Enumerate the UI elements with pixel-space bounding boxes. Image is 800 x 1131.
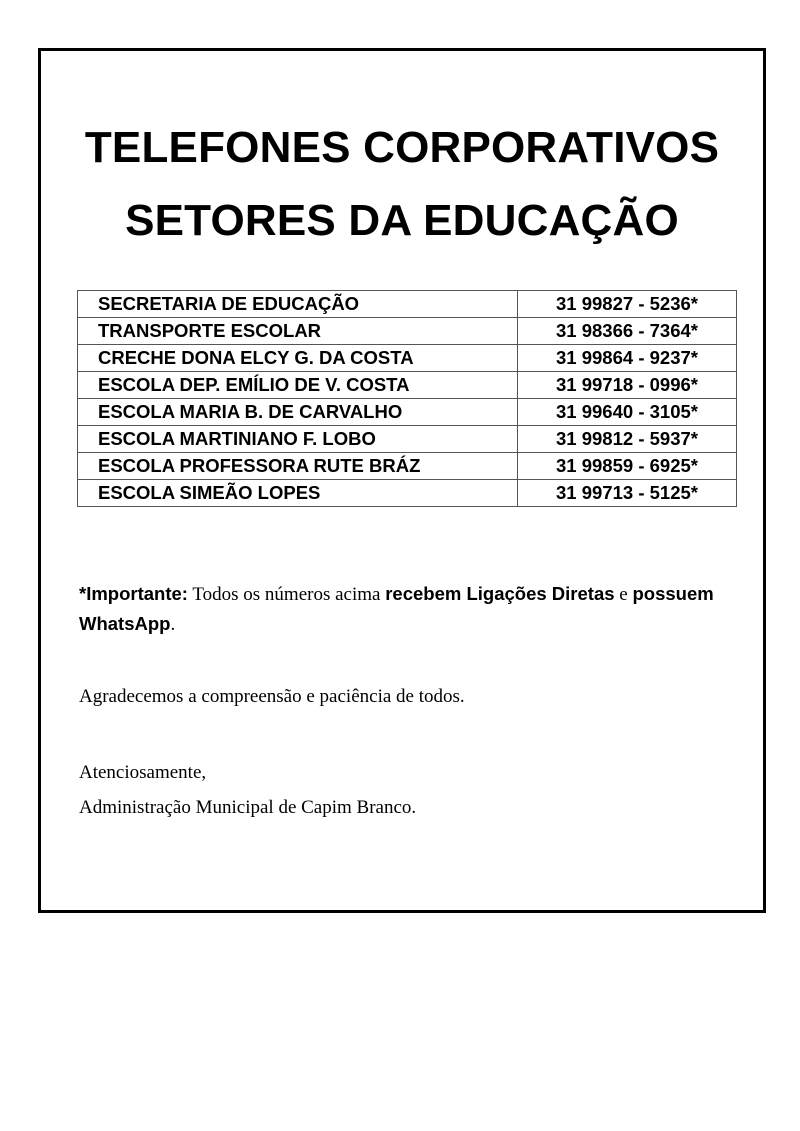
- signature-text: Administração Municipal de Capim Branco.: [79, 797, 417, 818]
- table-row: [78, 291, 737, 318]
- table-row: [78, 372, 737, 399]
- sector-cell: SECRETARIA DE EDUCAÇÃO: [78, 291, 518, 318]
- closing-text: Atenciosamente,: [79, 762, 207, 783]
- table-row: [78, 453, 737, 480]
- sector-cell: ESCOLA MARIA B. DE CARVALHO: [78, 399, 518, 426]
- sector-cell: ESCOLA MARTINIANO F. LOBO: [78, 426, 518, 453]
- phone-cell: 31 99640 - 3105*: [518, 399, 737, 426]
- phone-cell: 31 99713 - 5125*: [518, 480, 737, 507]
- phone-cell: 31 99859 - 6925*: [518, 453, 737, 480]
- sector-cell: ESCOLA SIMEÃO LOPES: [78, 480, 518, 507]
- sector-cell: ESCOLA PROFESSORA RUTE BRÁZ: [78, 453, 518, 480]
- table-row: [78, 318, 737, 345]
- note-text-2: e: [614, 584, 633, 605]
- phone-cell: 31 99812 - 5937*: [518, 426, 737, 453]
- note-text-3: .: [170, 614, 176, 635]
- phone-cell: 31 98366 - 7364*: [518, 318, 737, 345]
- table-row: [78, 345, 737, 372]
- note-bold-1: recebem Ligações Diretas: [385, 583, 615, 604]
- phone-cell: 31 99718 - 0996*: [518, 372, 737, 399]
- phone-table-body: [78, 291, 737, 507]
- table-row: [78, 426, 737, 453]
- note-bold-2: possuem WhatsApp: [79, 583, 714, 634]
- phone-cell: 31 99827 - 5236*: [518, 291, 737, 318]
- page-border: [38, 48, 766, 913]
- sector-cell: TRANSPORTE ESCOLAR: [78, 318, 518, 345]
- important-note: [79, 579, 729, 639]
- thanks-paragraph: Agradecemos a compreensão e paciência de todos.: [79, 686, 465, 707]
- sector-cell: CRECHE DONA ELCY G. DA COSTA: [78, 345, 518, 372]
- title-line-1: TELEFONES CORPORATIVOS: [84, 123, 720, 172]
- phone-cell: 31 99864 - 9237*: [518, 345, 737, 372]
- sector-cell: ESCOLA DEP. EMÍLIO DE V. COSTA: [78, 372, 518, 399]
- table-row: [78, 480, 737, 507]
- important-label: *Importante:: [79, 583, 188, 604]
- note-text-1: Todos os números acima: [187, 584, 386, 605]
- title-line-2: SETORES DA EDUCAÇÃO: [125, 196, 679, 245]
- phone-table: [77, 290, 737, 507]
- table-row: [78, 399, 737, 426]
